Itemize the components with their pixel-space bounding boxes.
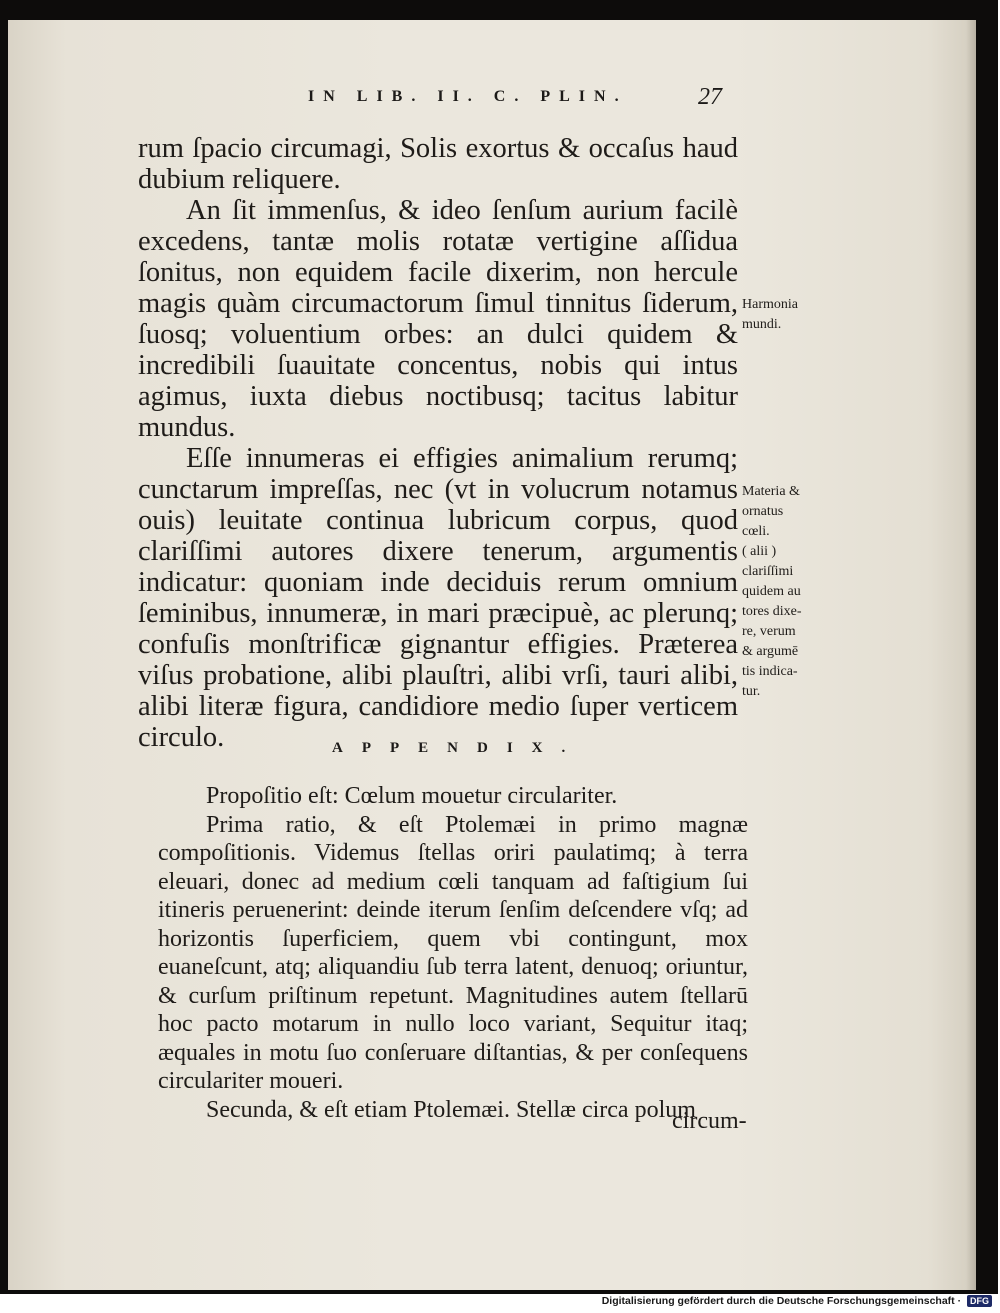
footer-text: Digitalisierung gefördert durch die Deutsche Forschungsgemeinschaft · xyxy=(601,1295,962,1307)
appendix-text-block xyxy=(158,782,748,1124)
appendix-paragraph-2: Prima ratio, & eſt Ptolemæi in primo magnæ compoſitionis. Videmus ſtellas oriri paulatimq; à terra eleuari, donec ad medium cœli tanquam ad faſtigium ſui itineris peruenerint: deinde iterum ſenſim deſcendere vſq; ad horizontis ſuperficiem, quem vbi contingunt, mox euaneſcunt, atq; aliquandiu ſub terra latent, denuoq; oriuntur, & curſum priſtinum repetunt. Magnitudines autem ſtellarū hoc pacto motarum in nullo loco variant, Sequitur itaq; æquales in motu ſuo conſeruare diſtantias, & per conſequens circulariter moueri. xyxy=(158,811,748,1094)
main-text-block xyxy=(138,133,738,753)
body-paragraph-3: Eſſe innumeras ei effigies animalium rerumq; cunctarum impreſſas, nec (vt in volucrum notamus ouis) leuitate continua lubricum corpus, quod clariſſimi autores dixere tenerum, argumentis indicatur: quoniam inde deciduis rerum omnium ſeminibus, innumeræ, in mari præcipuè, ac plerunq; confuſis monſtrificæ gignantur effigies. Præterea viſus probatione, alibi plauſtri, alibi vrſi, tauri alibi, alibi literæ figura, candidiore medio ſuper verticem circulo. xyxy=(138,443,738,753)
body-paragraph-1: rum ſpacio circumagi, Solis exortus & occaſus haud dubium reliquere. xyxy=(138,133,738,195)
appendix-paragraph-3: Secunda, & eſt etiam Ptolemæi. Stellæ circa polum xyxy=(206,1096,696,1123)
appendix-paragraph-1: Propoſitio eſt: Cœlum mouetur circulariter. xyxy=(206,783,618,809)
marginal-note-materia: Materia & ornatus cœli. ( alii ) clariſſimi quidem au tores dixe- re, verum & argumē tis indica- tur. xyxy=(742,484,802,699)
appendix-heading: APPENDIX. xyxy=(332,740,585,756)
running-head: IN LIB. II. C. PLIN. xyxy=(308,88,628,105)
page-number: 27 xyxy=(698,84,722,110)
marginal-note-harmonia: Harmonia mundi. xyxy=(742,297,798,332)
book-page xyxy=(8,20,976,1290)
digitization-credit xyxy=(602,1295,992,1307)
catchword: circum- xyxy=(672,1108,747,1134)
body-paragraph-2: An ſit immenſus, & ideo ſenſum aurium facilè excedens, tantæ molis rotatæ vertigine aſſidua ſonitus, non equidem facile dixerim, non hercule magis quàm circumactorum ſimul tinnitus ſiderum, ſuosq; voluentium orbes: an dulci quidem & incredibili ſuauitate concentus, nobis qui intus agimus, iuxta diebus noctibusq; tacitus labitur mundus. xyxy=(138,195,738,443)
dfg-logo-icon: DFG xyxy=(967,1295,992,1307)
